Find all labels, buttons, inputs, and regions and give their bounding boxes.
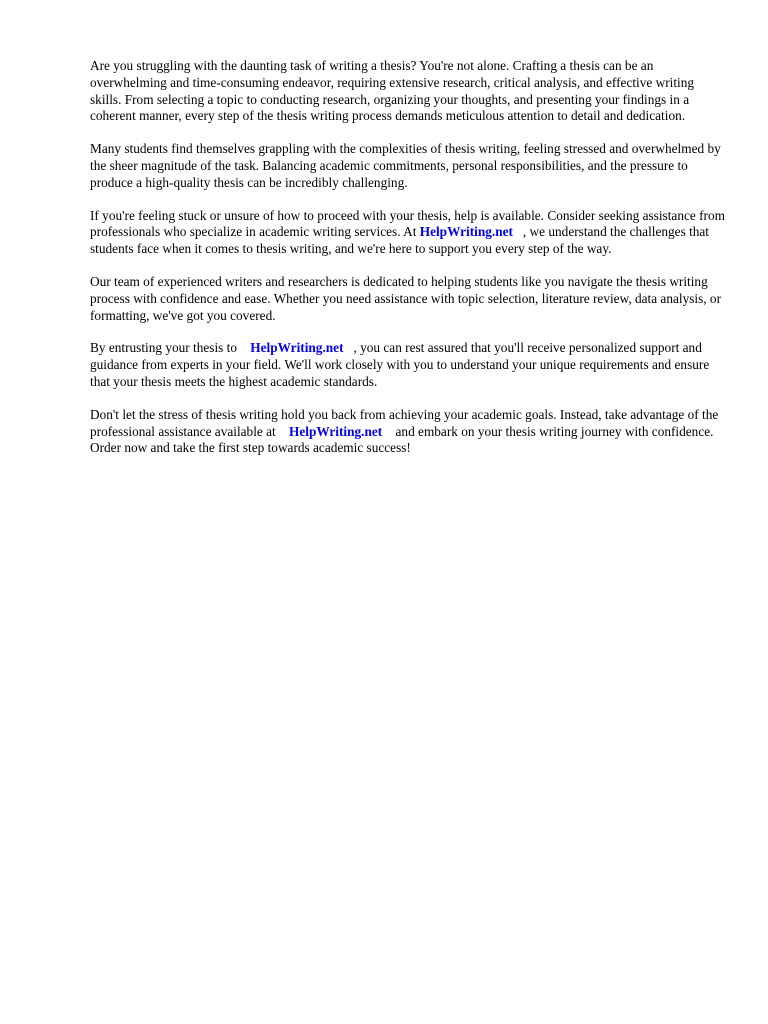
helpwriting-link[interactable]: HelpWriting.net xyxy=(250,340,344,356)
paragraph xyxy=(90,274,728,324)
paragraph-text: , we understand the challenges that students face when it comes to thesis writing, and we're here to support you every step of the way. xyxy=(90,224,713,257)
paragraph-text: If you're feeling stuck or unsure of how to proceed with your thesis, help is available. Consider seeking assistance from professionals who specialize in academic writing services. At xyxy=(90,207,729,240)
helpwriting-link[interactable]: HelpWriting.net xyxy=(419,224,513,240)
paragraph-text: and embark on your thesis writing journey with confidence. Order now and take the first step towards academic success! xyxy=(90,423,717,456)
paragraph xyxy=(90,141,728,191)
paragraph xyxy=(90,58,728,125)
paragraph-text: Many students find themselves grappling with the complexities of thesis writing, feeling stressed and overwhelmed by the sheer magnitude of the task. Balancing academic commitments, personal responsibilities, and the pressure to produce a high-quality thesis can be incredibly challenging. xyxy=(90,141,725,190)
paragraph-text: Our team of experienced writers and researchers is dedicated to helping students like you navigate the thesis writing process with confidence and ease. Whether you need assistance with topic selection, literature review, data analysis, or formatting, we've got you covered. xyxy=(90,273,725,323)
paragraph-text: Don't let the stress of thesis writing hold you back from achieving your academic goals. Instead, take advantage of the professional assistance available at xyxy=(90,406,722,439)
paragraph-text: By entrusting your thesis to xyxy=(90,340,251,356)
paragraph xyxy=(90,340,728,390)
paragraph xyxy=(90,208,728,258)
document-text-body xyxy=(90,58,728,457)
paragraph-text: Are you struggling with the daunting task of writing a thesis? You're not alone. Crafting a thesis can be an overwhelming and time-consuming endeavor, requiring extensive research, critical analysis, and effective writing skills. From selecting a topic to conducting research, organizing your thoughts, and presenting your findings in a coherent manner, every step of the thesis writing process demands meticulous attention to detail and dedication. xyxy=(90,58,698,124)
paragraph-text: , you can rest assured that you'll receive personalized support and guidance from experts in your field. We'll work closely with you to understand your unique requirements and ensure that your thesis meets the highest academic standards. xyxy=(90,340,713,389)
helpwriting-link[interactable]: HelpWriting.net xyxy=(289,423,383,439)
paragraph xyxy=(90,407,728,457)
